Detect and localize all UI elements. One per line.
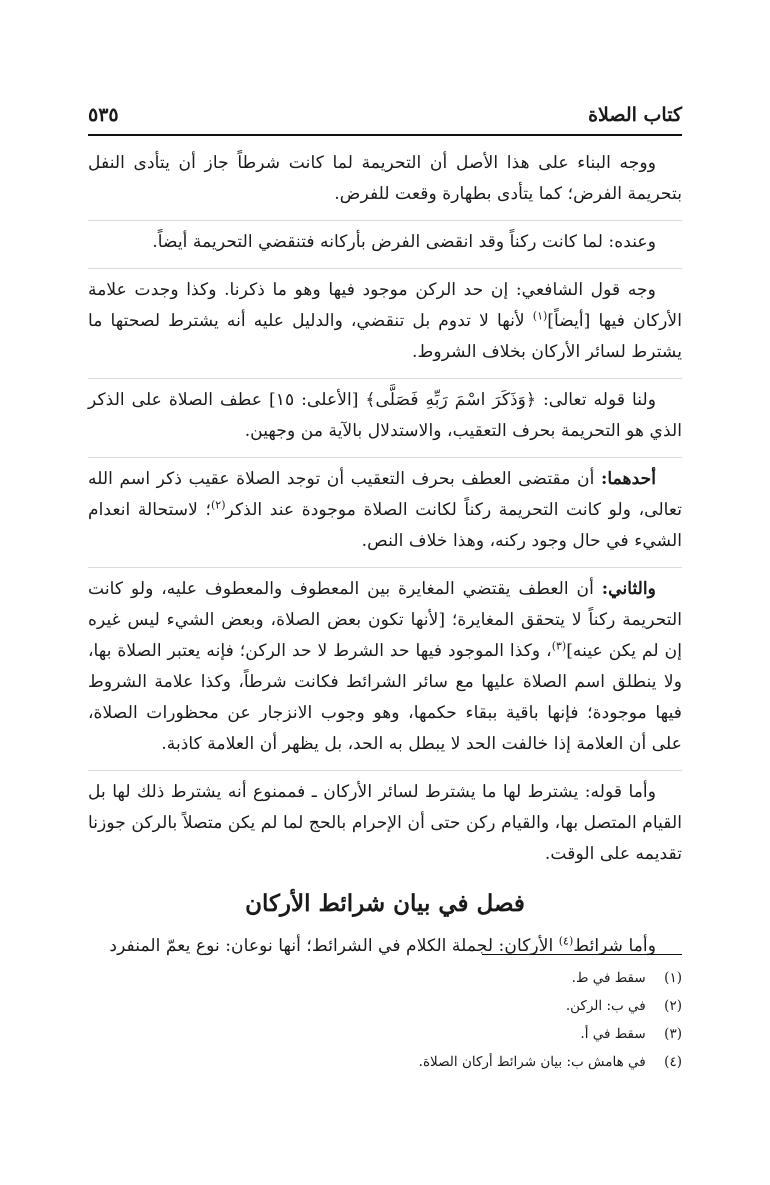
footnote-ref[interactable]: (٢) [210,498,226,512]
footnote-text: في ب: الركن. [565,998,646,1014]
paragraph-text: وجه قول الشافعي: إن حد الركن موجود فيها وهو ما ذكرنا. وكذا وجدت علامة الأركان فيها [أيضاً] [88,280,682,331]
footnote-ref[interactable]: (٤) [558,934,574,948]
paragraph-text: أن مقتضى العطف بحرف التعقيب أن توجد الصلاة عقيب ذكر اسم الله تعالى، ولو كانت التحريمة ركناً لكانت الصلاة موجودة عند الذكر [88,469,682,520]
footnote-ref[interactable]: (١) [532,309,548,323]
paragraph [88,931,682,962]
header-title: كتاب الصلاة [588,104,682,126]
footnote [88,1020,682,1048]
footnote-text: سقط في أ. [580,1026,646,1042]
paragraph-text: لأنها لا تدوم بل تنقضي، والدليل عليه أنه يشترط لصحتها ما يشترط لسائر الأركان بخلاف الشروط. [88,311,682,362]
paragraph-text: وأما قوله: يشترط لها ما يشترط لسائر الأركان ـ فممنوع أنه يشترط ذلك لها بل القيام المتصل بها، والقيام ركن حتى أن الإحرام بالحج لما لم يكن متصلاً بالركن جوزنا تقديمه على الوقت. [88,782,682,864]
paragraph-text: أن العطف يقتضي المغايرة بين المعطوف والمعطوف عليه، ولو كانت التحريمة ركناً لا يتحقق المغايرة؛ [لأنها تكون بعض الصلاة، وبعض الشيء ليس غيره إن لم يكن عينه] [88,579,683,661]
paragraph-text: وعنده: لما كانت ركناً وقد انقضى الفرض بأركانه فتنقضي التحريمة أيضاً. [152,232,656,252]
footnote-number: (٤) [664,1054,682,1070]
paragraph [88,770,682,870]
footnote [88,992,682,1020]
footnote [88,1048,682,1076]
paragraph [88,378,682,447]
footnote-text: في هامش ب: بيان شرائط أركان الصلاة. [418,1054,646,1070]
running-header [88,100,682,136]
chapter-title: فصل في بيان شرائط الأركان [245,890,525,917]
page-number: ٥٣٥ [88,104,119,126]
footnotes [88,964,682,1076]
paragraph-text: ، وكذا الموجود فيها حد الشرط لا حد الركن؛ فإنه يعتبر الصلاة بها، ولا ينطلق اسم الصلاة عليها مع سائر الشرائط فكانت شرطاً، وكذا علامة الشروط فيها موجودة؛ فإنها باقية ببقاء حكمها، وهو وجوب الانزجار عن محظورات الصلاة، على أن العلامة إذا خالفت الحد لا يبطل به الحد، بل يظهر أن العلامة كاذبة. [88,641,682,754]
main-text [88,148,682,972]
paragraph-text: وأما شرائط [573,936,656,956]
footnote-text: سقط في ط. [571,970,646,986]
paragraph [88,148,682,210]
header-rule [88,134,682,136]
footnote-number: (٢) [664,998,682,1014]
paragraph-text: ووجه البناء على هذا الأصل أن التحريمة لما كانت شرطاً جاز أن يتأدى النفل بتحريمة الفرض؛ كما يتأدى بطهارة وقعت للفرض. [88,153,682,204]
paragraph-text: الأركان: لجملة الكلام في الشرائط؛ أنها نوعان: نوع يعمّ المنفرد [109,936,559,956]
paragraph-lead: والثاني: [601,579,656,599]
paragraph-text: ولنا قوله تعالى: ﴿وَذَكَرَ اسْمَ رَبِّهِ فَصَلَّى﴾ [الأعلى: ١٥] عطف الصلاة على الذكر الذي هو التحريمة بحرف التعقيب، والاستدلال بالآية من وجهين. [88,390,682,441]
paragraph-lead: أحدهما: [600,469,656,489]
paragraph [88,268,682,368]
paragraph-text: ؛ لاستحالة انعدام الشيء في حال وجود ركنه، وهذا خلاف النص. [88,500,682,551]
paragraph [88,220,682,258]
paragraph [88,457,682,557]
footnote-number: (٣) [664,1026,682,1042]
footnote-number: (١) [664,970,682,986]
footnote [88,964,682,992]
footnote-ref[interactable]: (٣) [551,639,567,653]
footnote-separator [482,954,682,955]
paragraph [88,567,682,760]
